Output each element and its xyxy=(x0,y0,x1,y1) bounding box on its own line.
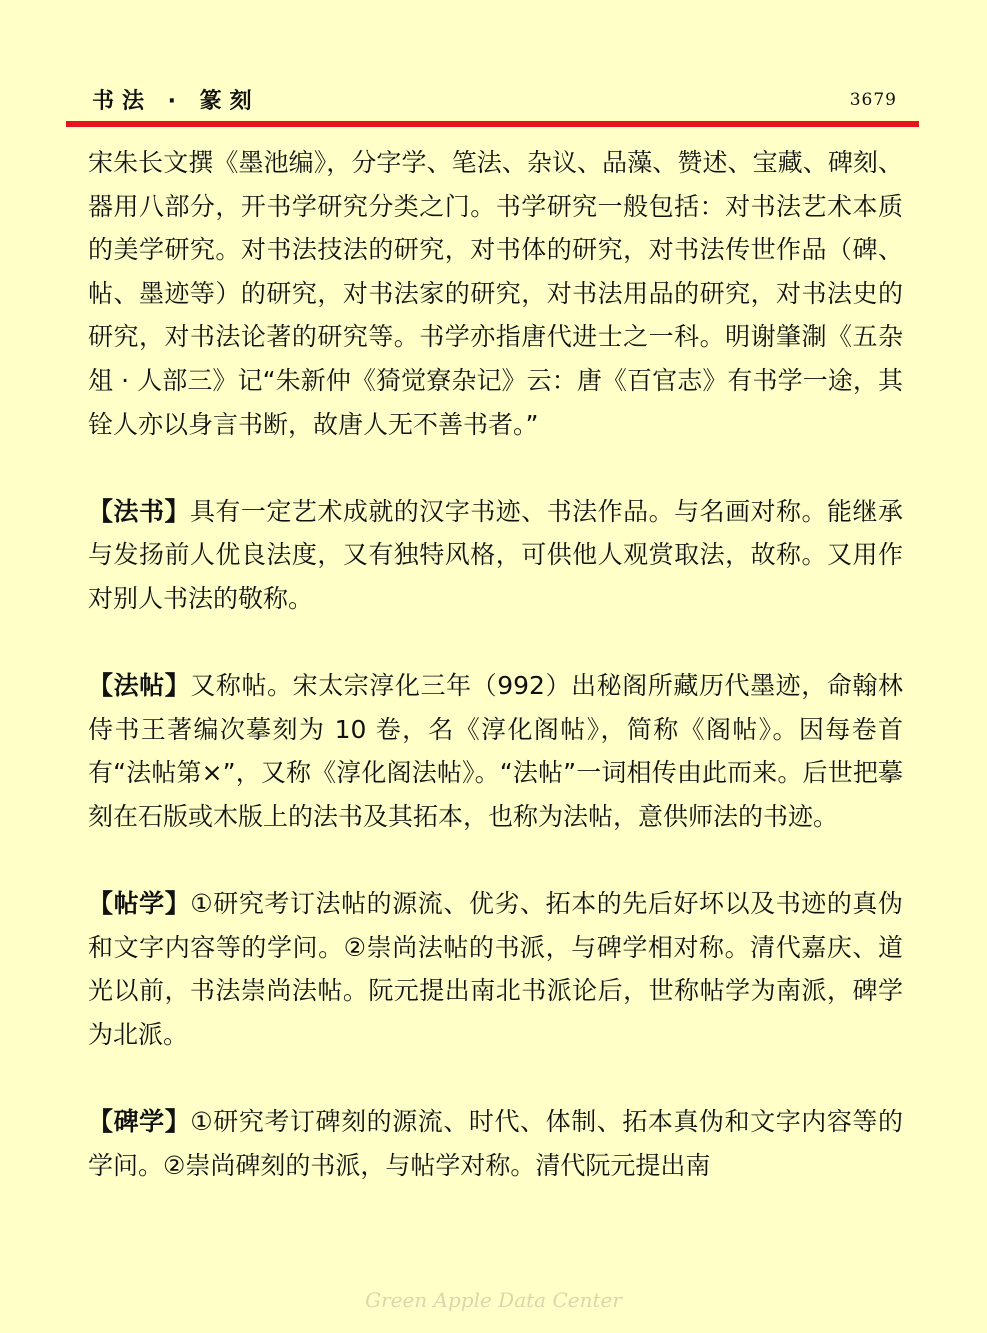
entry-term: 【法帖】 xyxy=(88,671,191,701)
page-header xyxy=(92,84,897,114)
entry-text: 又称帖。宋太宗淳化三年（992）出秘阁所藏历代墨迹，命翰林侍书王著编次摹刻为 10 卷，名《淳化阁帖》，简称《阁帖》。因每卷首有“法帖第×”，又称《淳化阁法帖》。“法帖”一词相传由此而来。后世把摹刻在石版或木版上的法书及其拓本，也称为法帖，意供师法的书迹。 xyxy=(88,671,903,831)
entry-text: ①研究考订碑刻的源流、时代、体制、拓本真伪和文字内容等的学问。②崇尚碑刻的书派，与帖学对称。清代阮元提出南 xyxy=(88,1107,903,1180)
entry-beixue xyxy=(88,1100,903,1187)
entry-fashu xyxy=(88,490,903,621)
entry-fatie xyxy=(88,664,903,838)
entry-term: 【法书】 xyxy=(88,496,190,526)
page-body xyxy=(88,141,903,1187)
paragraph-shuxue xyxy=(88,141,903,446)
entry-term: 【帖学】 xyxy=(88,889,191,919)
entry-text: ①研究考订法帖的源流、优劣、拓本的先后好坏以及书迹的真伪和文字内容等的学问。②崇尚法帖的书派，与碑学相对称。清代嘉庆、道光以前，书法崇尚法帖。阮元提出南北书派论后，世称帖学为南派，碑学为北派。 xyxy=(88,889,903,1049)
header-divider xyxy=(66,121,919,127)
paragraph-spacer xyxy=(88,446,903,490)
paragraph-spacer xyxy=(88,1056,903,1100)
watermark: Green Apple Data Center xyxy=(365,1288,622,1312)
entry-term: 【碑学】 xyxy=(88,1107,191,1137)
section-title: 书法 · 篆刻 xyxy=(92,89,260,114)
entry-text: 具有一定艺术成就的汉字书迹、书法作品。与名画对称。能继承与发扬前人优良法度，又有独特风格，可供他人观赏取法，故称。又用作对别人书法的敬称。 xyxy=(88,496,903,613)
entry-text: 宋朱长文撰《墨池编》，分字学、笔法、杂议、品藻、赞述、宝藏、碑刻、器用八部分，开书学研究分类之门。书学研究一般包括：对书法艺术本质的美学研究。对书法技法的研究，对书体的研究，对书法传世作品（碑、帖、墨迹等）的研究，对书法家的研究，对书法用品的研究，对书法史的研究，对书法论著的研究等。书学亦指唐代进士之一科。明谢肇淛《五杂俎 · 人部三》记“朱新仲《猗觉寮杂记》云：唐《百官志》有书学一途，其铨人亦以身言书断，故唐人无不善书者。” xyxy=(88,148,903,439)
paragraph-spacer xyxy=(88,621,903,665)
page-number: 3679 xyxy=(849,90,897,110)
entry-tiexue xyxy=(88,882,903,1056)
paragraph-spacer xyxy=(88,839,903,883)
